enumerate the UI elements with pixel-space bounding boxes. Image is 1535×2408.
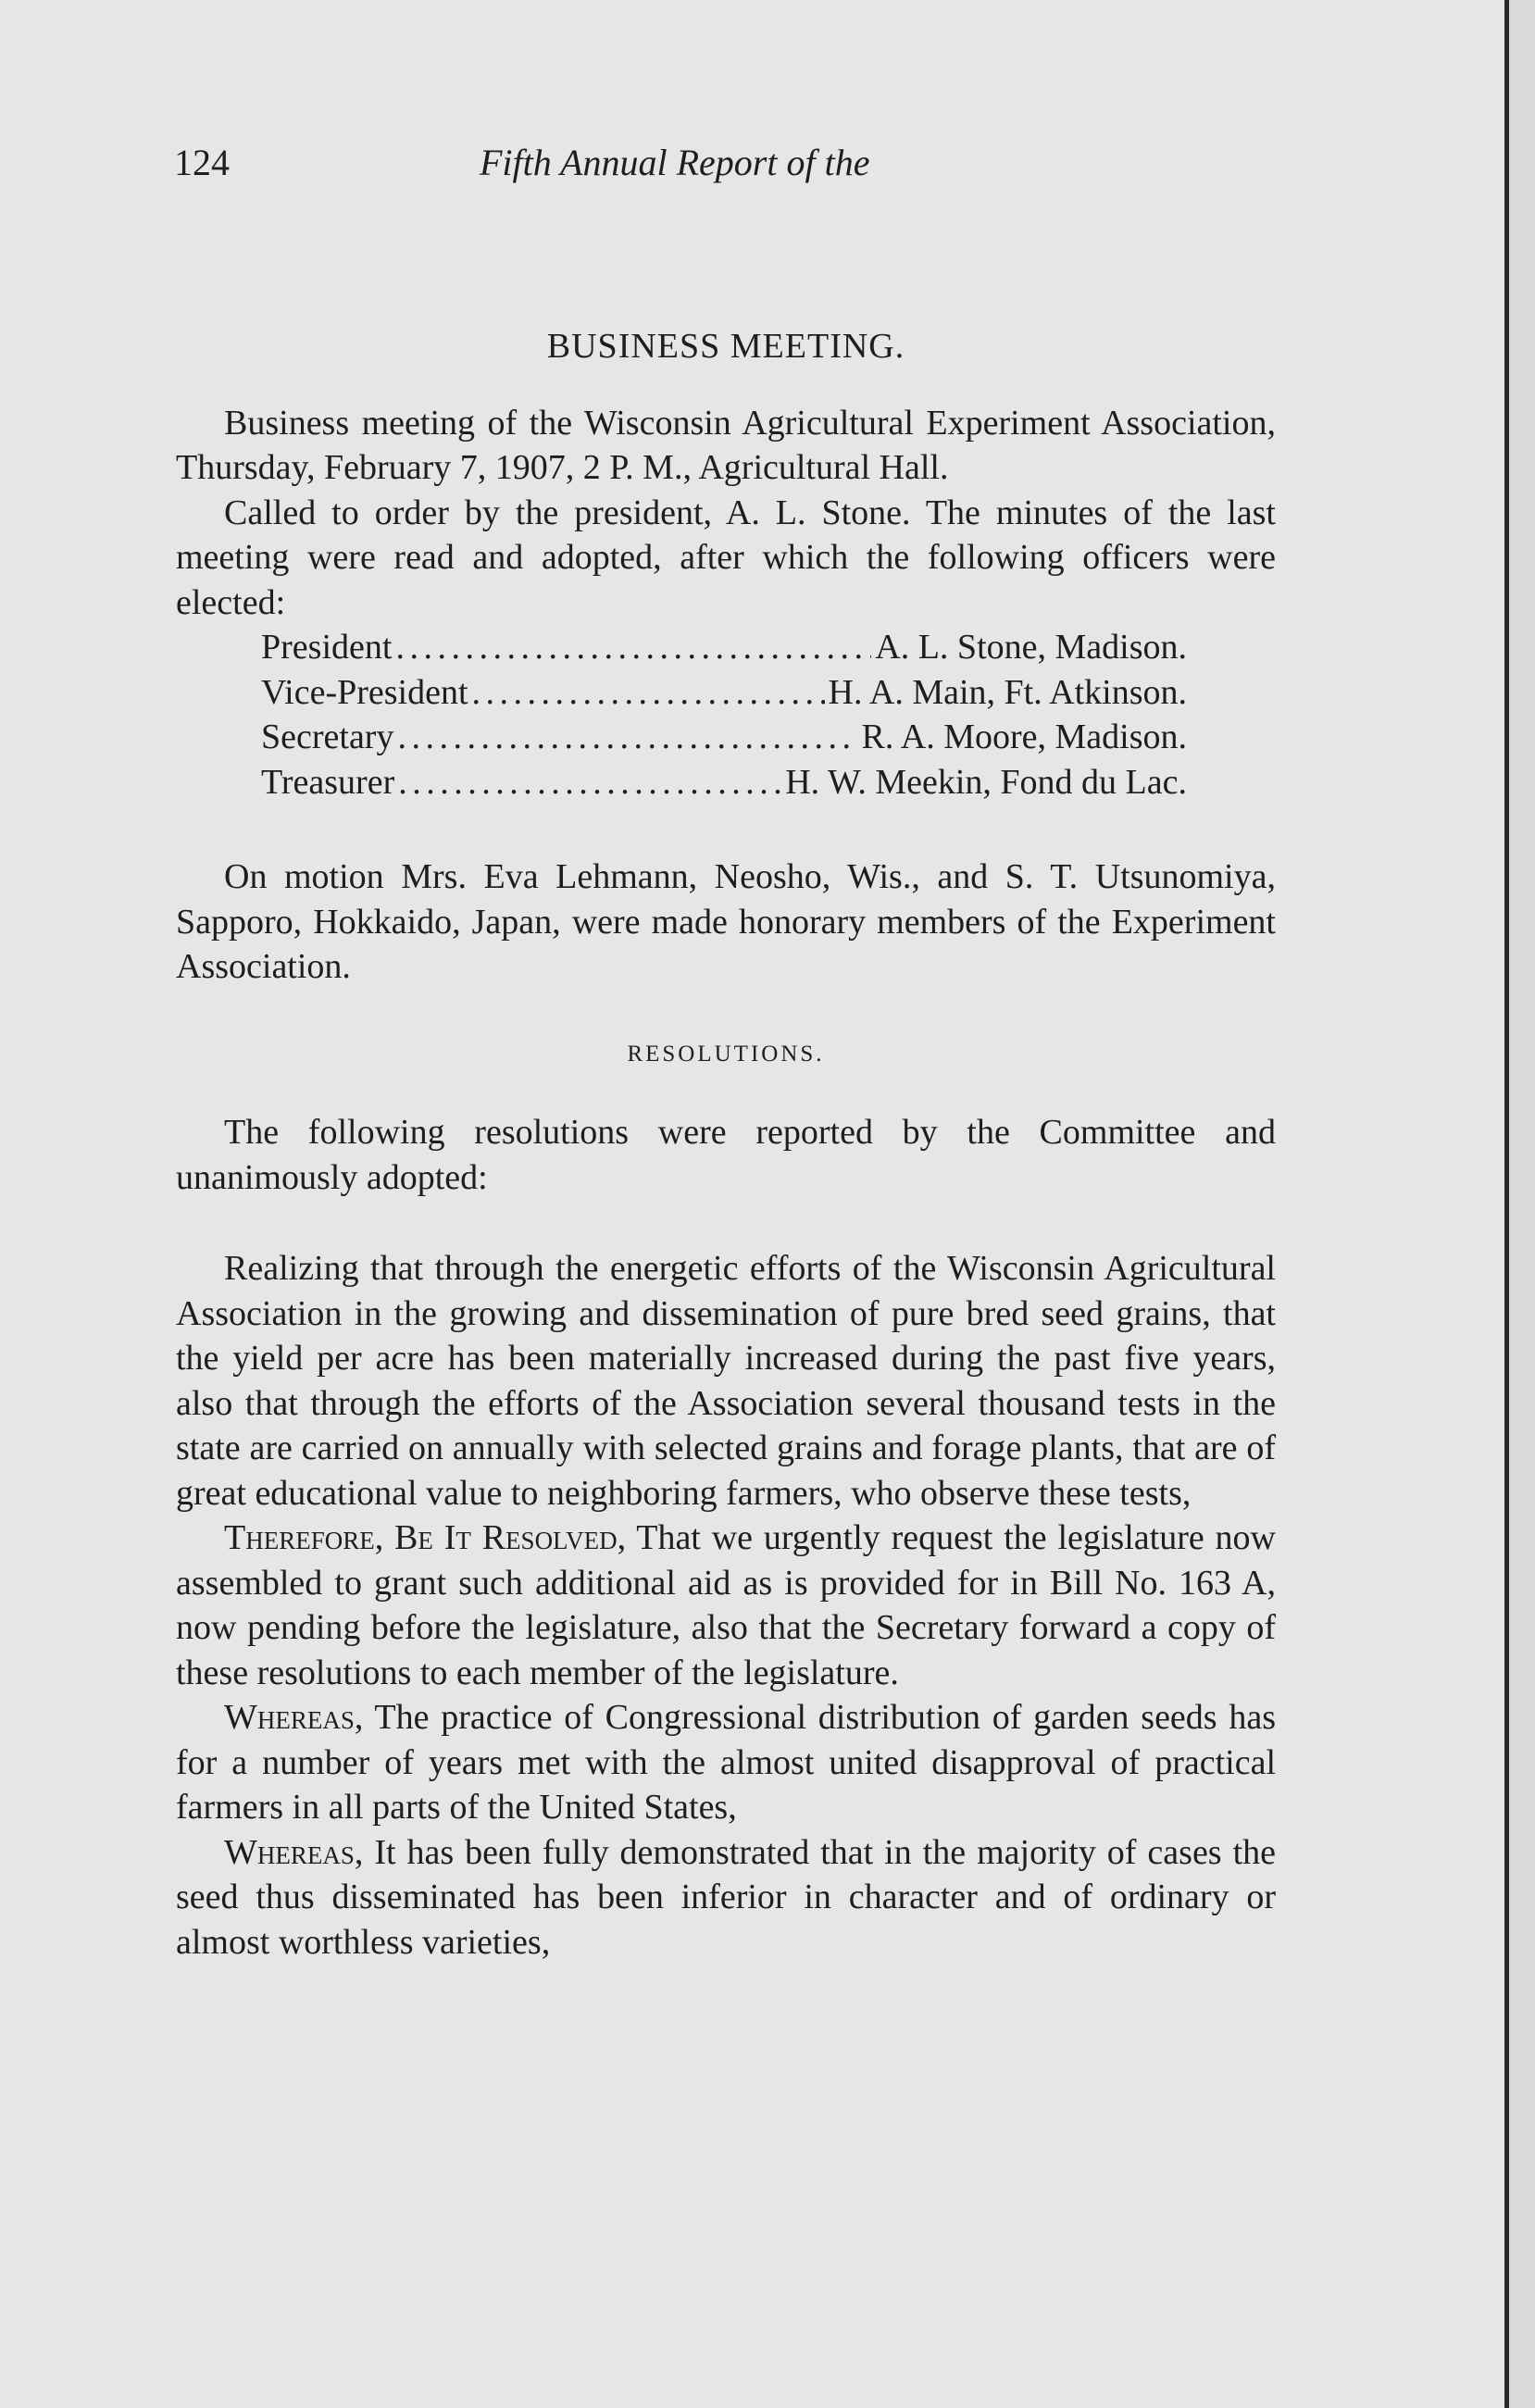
leader-dots	[398, 760, 781, 805]
page-shadow	[1509, 0, 1535, 2408]
realizing-paragraph: Realizing that through the energetic efforts of the Wisconsin Agricultural Association in the growing and dissemination of pure bred seed grains, that the yield per acre has been materially increased during the past five years, also that through the efforts of the Association several thousand tests in the state are carried on annually with selected grains and forage plants, that are of great educational value to neighboring farmers, who observe these tests,	[176, 1249, 1276, 1513]
officer-row	[261, 715, 1187, 760]
officer-name: A. L. Stone, Madison.	[875, 628, 1187, 667]
resolutions-intro-paragraph: The following resolutions were reported by the Committee and unanimously adopted:	[176, 1113, 1276, 1197]
officers-list	[261, 625, 1187, 805]
leader-dots	[397, 715, 857, 760]
whereas-lead: Whereas,	[224, 1832, 364, 1872]
leader-dots	[395, 625, 871, 670]
therefore-text: That we urgently request the legislature now assembled to grant such additional aid as is provided for in Bill No. 163 A, now pending before the legislature, also that the Secretary forward a copy of these resolutions to each member of the legislature.	[176, 1518, 1276, 1692]
whereas-text: It has been fully demonstrated that in the majority of cases the seed thus disseminated has been inferior in character and of ordinary or almost worthless varieties,	[176, 1832, 1276, 1962]
page-edge-line	[1504, 0, 1509, 2408]
leader-dots	[472, 670, 825, 716]
section-title: BUSINESS MEETING.	[546, 327, 905, 366]
whereas-paragraph	[176, 1695, 1276, 1830]
whereas-text: The practice of Congressional distribution of garden seeds has for a number of years met with the almost united disapproval of practical farmers in all parts of the United States,	[176, 1698, 1276, 1827]
resolutions-heading: RESOLUTIONS.	[627, 1041, 825, 1067]
therefore-paragraph	[176, 1516, 1276, 1695]
therefore-lead: Therefore, Be It Resolved,	[224, 1518, 627, 1557]
page-body	[176, 324, 1276, 1965]
honorary-members-paragraph: On motion Mrs. Eva Lehmann, Neosho, Wis., and S. T. Utsunomiya, Sapporo, Hokkaido, Japan, were made honorary members of the Experiment Association.	[176, 857, 1276, 986]
officer-name: R. A. Moore, Madison.	[861, 717, 1187, 756]
officer-title: Vice-President	[261, 672, 468, 712]
officer-row	[261, 670, 1187, 716]
officer-name: H. A. Main, Ft. Atkinson.	[828, 672, 1187, 712]
whereas-paragraph	[176, 1830, 1276, 1965]
officer-row	[261, 625, 1187, 670]
whereas-lead: Whereas,	[224, 1698, 364, 1737]
called-to-order-paragraph: Called to order by the president, A. L. Stone. The minutes of the last meeting were read and adopted, after which the following officers were elected:	[176, 493, 1276, 622]
running-title: Fifth Annual Report of the	[480, 142, 870, 183]
officer-title: President	[261, 628, 393, 667]
officer-title: Secretary	[261, 717, 394, 756]
page-number: 124	[174, 142, 230, 183]
running-header	[174, 141, 1267, 196]
officer-row	[261, 760, 1187, 805]
officer-name: H. W. Meekin, Fond du Lac.	[785, 762, 1187, 802]
officer-title: Treasurer	[261, 762, 395, 802]
meeting-intro-paragraph: Business meeting of the Wisconsin Agricultural Experiment Association, Thursday, February 7, 1907, 2 P. M., Agricultural Hall.	[176, 403, 1276, 487]
